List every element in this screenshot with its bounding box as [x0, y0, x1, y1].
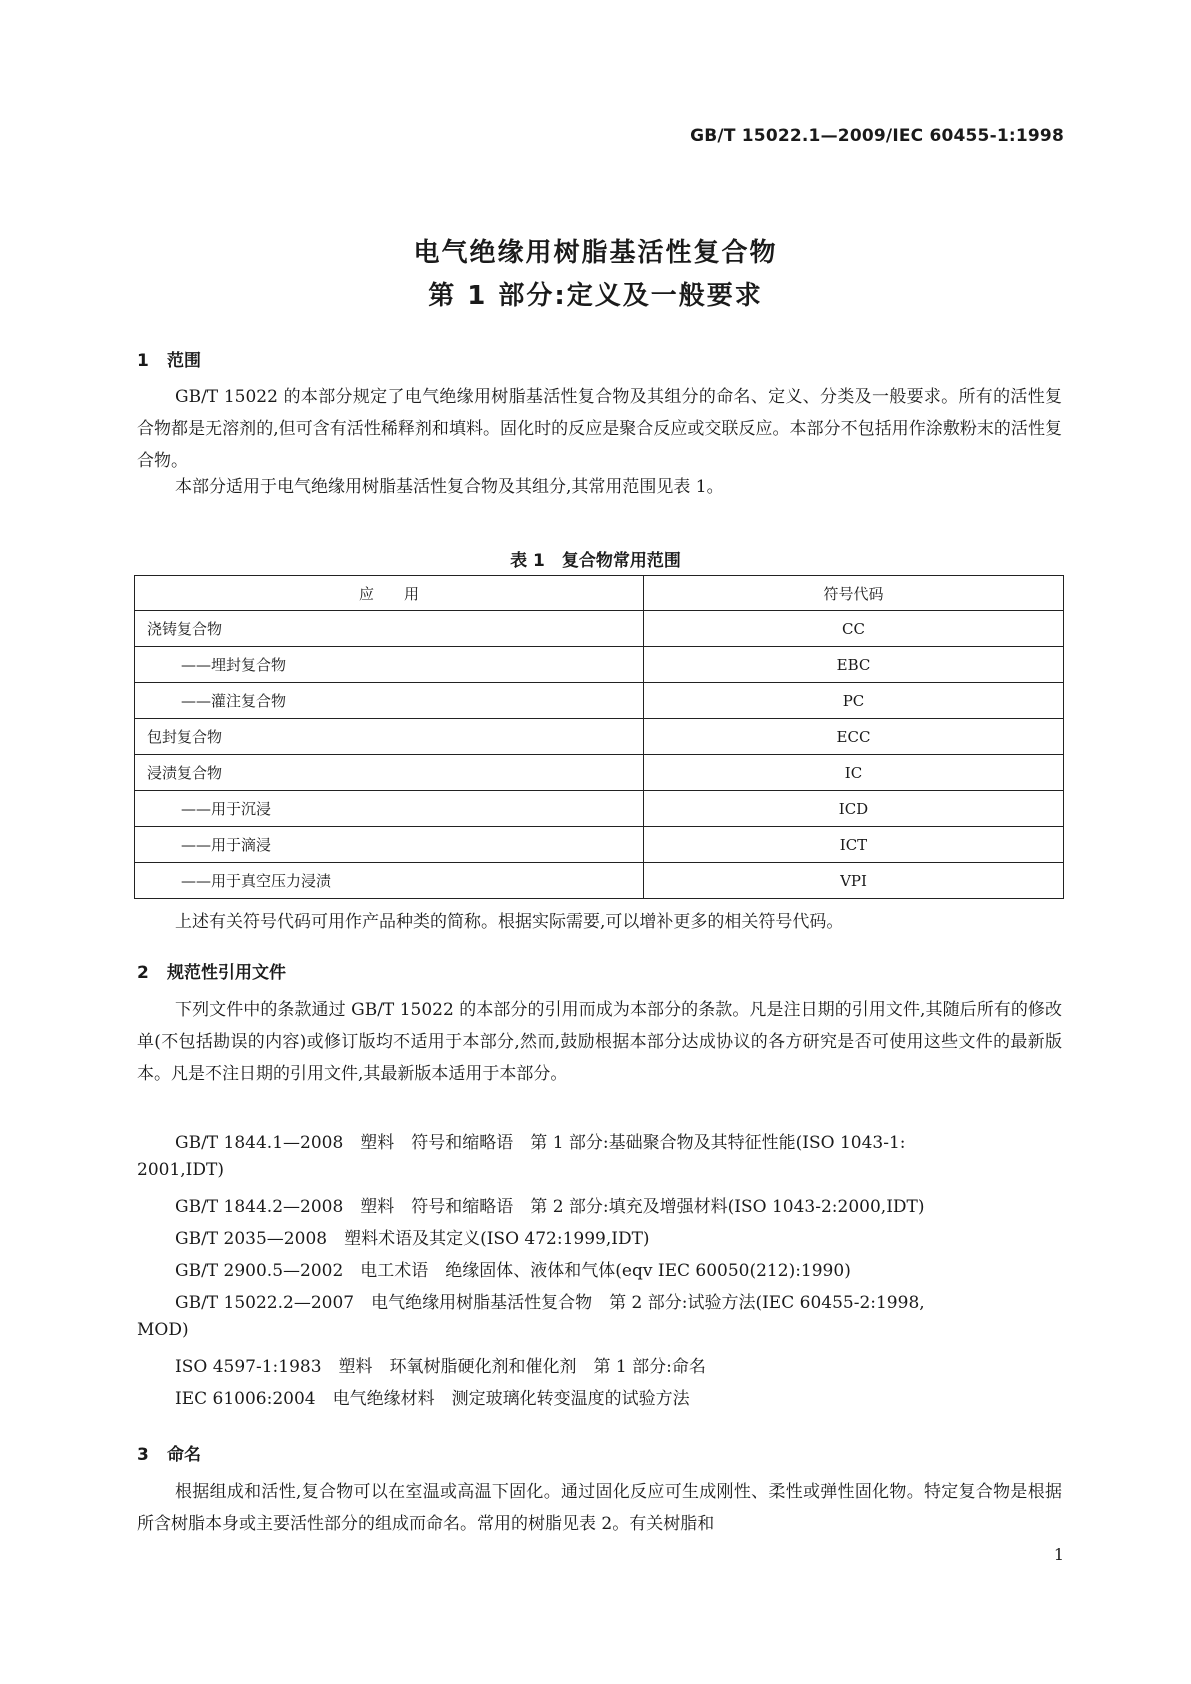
document-title: 电气绝缘用树脂基活性复合物	[413, 238, 778, 268]
compound-table	[134, 575, 1064, 899]
table-header-row	[135, 576, 1064, 611]
section-number: 3	[137, 1445, 149, 1465]
application-cell: ——灌注复合物	[135, 683, 644, 719]
reference-item: GB/T 1844.2—2008 塑料 符号和缩略语 第 2 部分:填充及增强材料(ISO 1043-2:2000,IDT)	[175, 1197, 925, 1217]
section-title: 范围	[167, 351, 201, 371]
code-cell: PC	[644, 683, 1064, 719]
table-1-caption: 表 1 复合物常用范围	[510, 551, 681, 571]
reference-item: IEC 61006:2004 电气绝缘材料 测定玻璃化转变温度的试验方法	[175, 1389, 690, 1409]
section-number: 1	[137, 351, 149, 371]
column-header-code: 符号代码	[644, 576, 1064, 611]
reference-item: GB/T 2900.5—2002 电工术语 绝缘固体、液体和气体(eqv IEC 60050(212):1990)	[175, 1261, 851, 1281]
reference-item: GB/T 15022.2—2007 电气绝缘用树脂基活性复合物 第 2 部分:试验方法(IEC 60455-2:1998,	[175, 1293, 925, 1313]
section-number: 2	[137, 963, 149, 983]
application-cell: ——用于真空压力浸渍	[135, 863, 644, 899]
reference-item: GB/T 1844.1—2008 塑料 符号和缩略语 第 1 部分:基础聚合物及其特征性能(ISO 1043-1:	[175, 1133, 906, 1153]
table-row	[135, 683, 1064, 719]
section-1-heading	[137, 346, 201, 371]
document-subtitle: 第 1 部分:定义及一般要求	[428, 281, 763, 311]
reference-item-continued: MOD)	[137, 1320, 189, 1340]
page-number: 1	[1053, 1545, 1064, 1564]
column-header-application: 应 用	[135, 576, 644, 611]
section-3-paragraph: 根据组成和活性,复合物可以在室温或高温下固化。通过固化反应可生成刚性、柔性或弹性固化物。特定复合物是根据所含树脂本身或主要活性部分的组成而命名。常用的树脂见表 2。有关树脂和	[137, 1482, 1062, 1534]
application-cell: 包封复合物	[135, 719, 644, 755]
table-note: 上述有关符号代码可用作产品种类的简称。根据实际需要,可以增补更多的相关符号代码。	[175, 912, 844, 932]
table-row	[135, 611, 1064, 647]
code-cell: CC	[644, 611, 1064, 647]
application-cell: ——埋封复合物	[135, 647, 644, 683]
section-3-heading	[137, 1440, 201, 1465]
application-cell: 浇铸复合物	[135, 611, 644, 647]
section-title: 命名	[167, 1445, 201, 1465]
reference-item: GB/T 2035—2008 塑料术语及其定义(ISO 472:1999,IDT)	[175, 1229, 650, 1249]
table-row	[135, 827, 1064, 863]
table-row	[135, 863, 1064, 899]
code-cell: ECC	[644, 719, 1064, 755]
reference-item-continued: 2001,IDT)	[137, 1160, 224, 1180]
section-2-intro: 下列文件中的条款通过 GB/T 15022 的本部分的引用而成为本部分的条款。凡是注日期的引用文件,其随后所有的修改单(不包括勘误的内容)或修订版均不适用于本部分,然而,鼓励根据本部分达成协议的各方研究是否可使用这些文件的最新版本。凡是不注日期的引用文件,其最新版本适用于本部分。	[137, 1000, 1062, 1084]
code-cell: ICD	[644, 791, 1064, 827]
table-row	[135, 791, 1064, 827]
reference-item: ISO 4597-1:1983 塑料 环氧树脂硬化剂和催化剂 第 1 部分:命名	[175, 1357, 706, 1377]
code-cell: ICT	[644, 827, 1064, 863]
standard-code: GB/T 15022.1—2009/IEC 60455-1:1998	[690, 126, 1064, 146]
application-cell: ——用于沉浸	[135, 791, 644, 827]
table-row	[135, 719, 1064, 755]
section-2-heading	[137, 958, 286, 983]
application-cell: 浸渍复合物	[135, 755, 644, 791]
code-cell: VPI	[644, 863, 1064, 899]
code-cell: IC	[644, 755, 1064, 791]
application-cell: ——用于滴浸	[135, 827, 644, 863]
table-row	[135, 755, 1064, 791]
table-row	[135, 647, 1064, 683]
section-1-paragraph: GB/T 15022 的本部分规定了电气绝缘用树脂基活性复合物及其组分的命名、定义、分类及一般要求。所有的活性复合物都是无溶剂的,但可含有活性稀释剂和填料。固化时的反应是聚合反应或交联反应。本部分不包括用作涂敷粉末的活性复合物。	[137, 387, 1062, 471]
section-1-scope-paragraph: 本部分适用于电气绝缘用树脂基活性复合物及其组分,其常用范围见表 1。	[175, 477, 724, 497]
code-cell: EBC	[644, 647, 1064, 683]
section-title: 规范性引用文件	[167, 963, 286, 983]
